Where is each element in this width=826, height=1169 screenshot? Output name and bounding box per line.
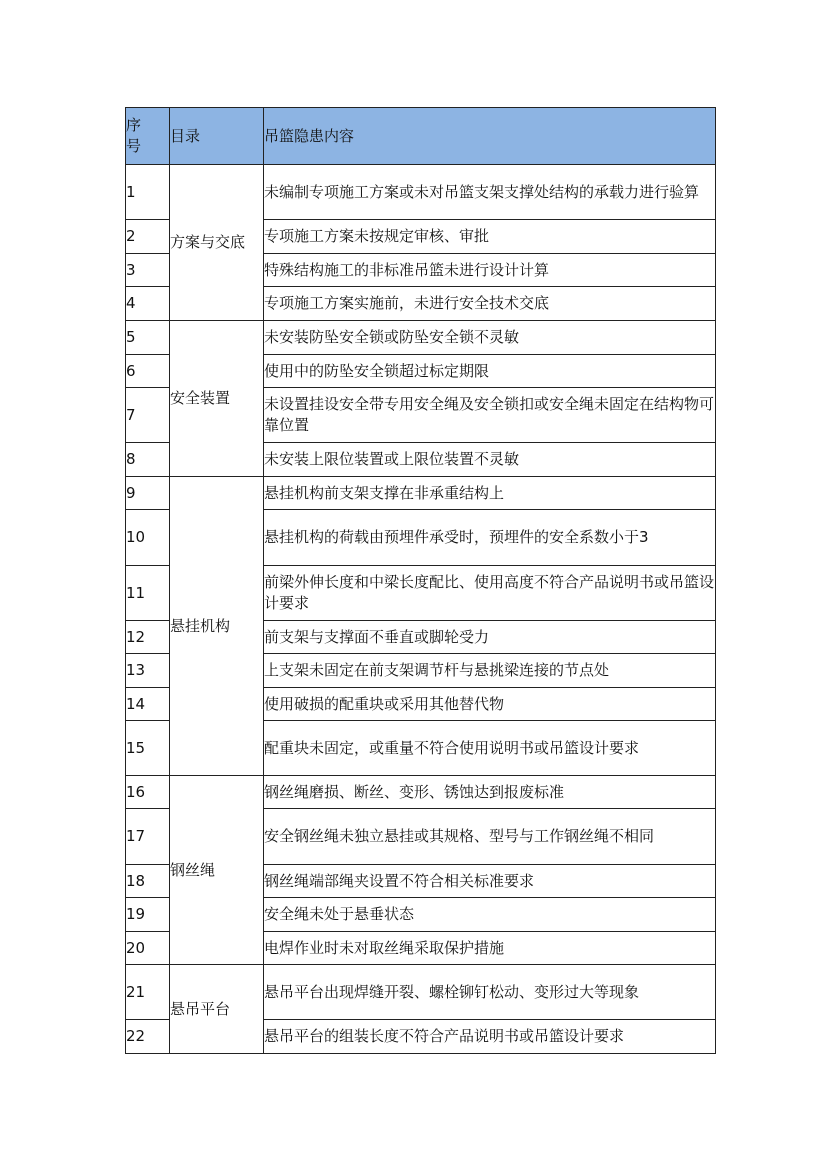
hazard-table (125, 107, 716, 1054)
table-row (126, 321, 716, 355)
hazard-content: 悬挂机构前支架支撑在非承重结构上 (264, 477, 716, 510)
table-body (126, 165, 716, 1054)
hazard-content: 特殊结构施工的非标准吊篮未进行设计计算 (264, 254, 716, 287)
row-number: 6 (126, 355, 170, 388)
category-cell: 悬挂机构 (170, 477, 264, 776)
hazard-content: 悬挂机构的荷载由预埋件承受时，预埋件的安全系数小于3 (264, 510, 716, 566)
row-number: 9 (126, 477, 170, 510)
hazard-content: 专项施工方案实施前，未进行安全技术交底 (264, 287, 716, 321)
row-number: 20 (126, 932, 170, 965)
hazard-content: 电焊作业时未对取丝绳采取保护措施 (264, 932, 716, 965)
hazard-content: 钢丝绳磨损、断丝、变形、锈蚀达到报废标准 (264, 776, 716, 809)
row-number: 3 (126, 254, 170, 287)
header-num: 序号 (126, 108, 170, 165)
category-cell: 安全装置 (170, 321, 264, 477)
hazard-content: 安全钢丝绳未独立悬挂或其规格、型号与工作钢丝绳不相同 (264, 809, 716, 865)
hazard-content: 安全绳未处于悬垂状态 (264, 898, 716, 932)
row-number: 22 (126, 1020, 170, 1054)
table-row (126, 776, 716, 809)
hazard-content: 未设置挂设安全带专用安全绳及安全锁扣或安全绳未固定在结构物可靠位置 (264, 388, 716, 443)
header-category: 目录 (170, 108, 264, 165)
table-row (126, 477, 716, 510)
hazard-content: 悬吊平台的组装长度不符合产品说明书或吊篮设计要求 (264, 1020, 716, 1054)
hazard-content: 未安装上限位装置或上限位装置不灵敏 (264, 443, 716, 477)
header-content: 吊篮隐患内容 (264, 108, 716, 165)
hazard-content: 钢丝绳端部绳夹设置不符合相关标准要求 (264, 865, 716, 898)
category-cell: 钢丝绳 (170, 776, 264, 965)
row-number: 7 (126, 388, 170, 443)
hazard-content: 前支架与支撑面不垂直或脚轮受力 (264, 621, 716, 654)
row-number: 13 (126, 654, 170, 688)
row-number: 4 (126, 287, 170, 321)
row-number: 11 (126, 566, 170, 621)
table-row (126, 165, 716, 220)
hazard-content: 悬吊平台出现焊缝开裂、螺栓铆钉松动、变形过大等现象 (264, 965, 716, 1020)
table-row (126, 965, 716, 1020)
row-number: 16 (126, 776, 170, 809)
table-header-row (126, 108, 716, 165)
hazard-content: 专项施工方案未按规定审核、审批 (264, 220, 716, 254)
hazard-content: 使用破损的配重块或采用其他替代物 (264, 688, 716, 721)
category-cell: 悬吊平台 (170, 965, 264, 1054)
hazard-content: 上支架未固定在前支架调节杆与悬挑梁连接的节点处 (264, 654, 716, 688)
row-number: 14 (126, 688, 170, 721)
hazard-content: 使用中的防坠安全锁超过标定期限 (264, 355, 716, 388)
row-number: 2 (126, 220, 170, 254)
row-number: 5 (126, 321, 170, 355)
hazard-content: 未安装防坠安全锁或防坠安全锁不灵敏 (264, 321, 716, 355)
category-cell: 方案与交底 (170, 165, 264, 321)
hazard-content: 前梁外伸长度和中梁长度配比、使用高度不符合产品说明书或吊篮设计要求 (264, 566, 716, 621)
row-number: 17 (126, 809, 170, 865)
hazard-content: 配重块未固定，或重量不符合使用说明书或吊篮设计要求 (264, 721, 716, 776)
row-number: 15 (126, 721, 170, 776)
row-number: 18 (126, 865, 170, 898)
row-number: 1 (126, 165, 170, 220)
row-number: 21 (126, 965, 170, 1020)
row-number: 19 (126, 898, 170, 932)
hazard-content: 未编制专项施工方案或未对吊篮支架支撑处结构的承载力进行验算 (264, 165, 716, 220)
row-number: 8 (126, 443, 170, 477)
row-number: 12 (126, 621, 170, 654)
row-number: 10 (126, 510, 170, 566)
